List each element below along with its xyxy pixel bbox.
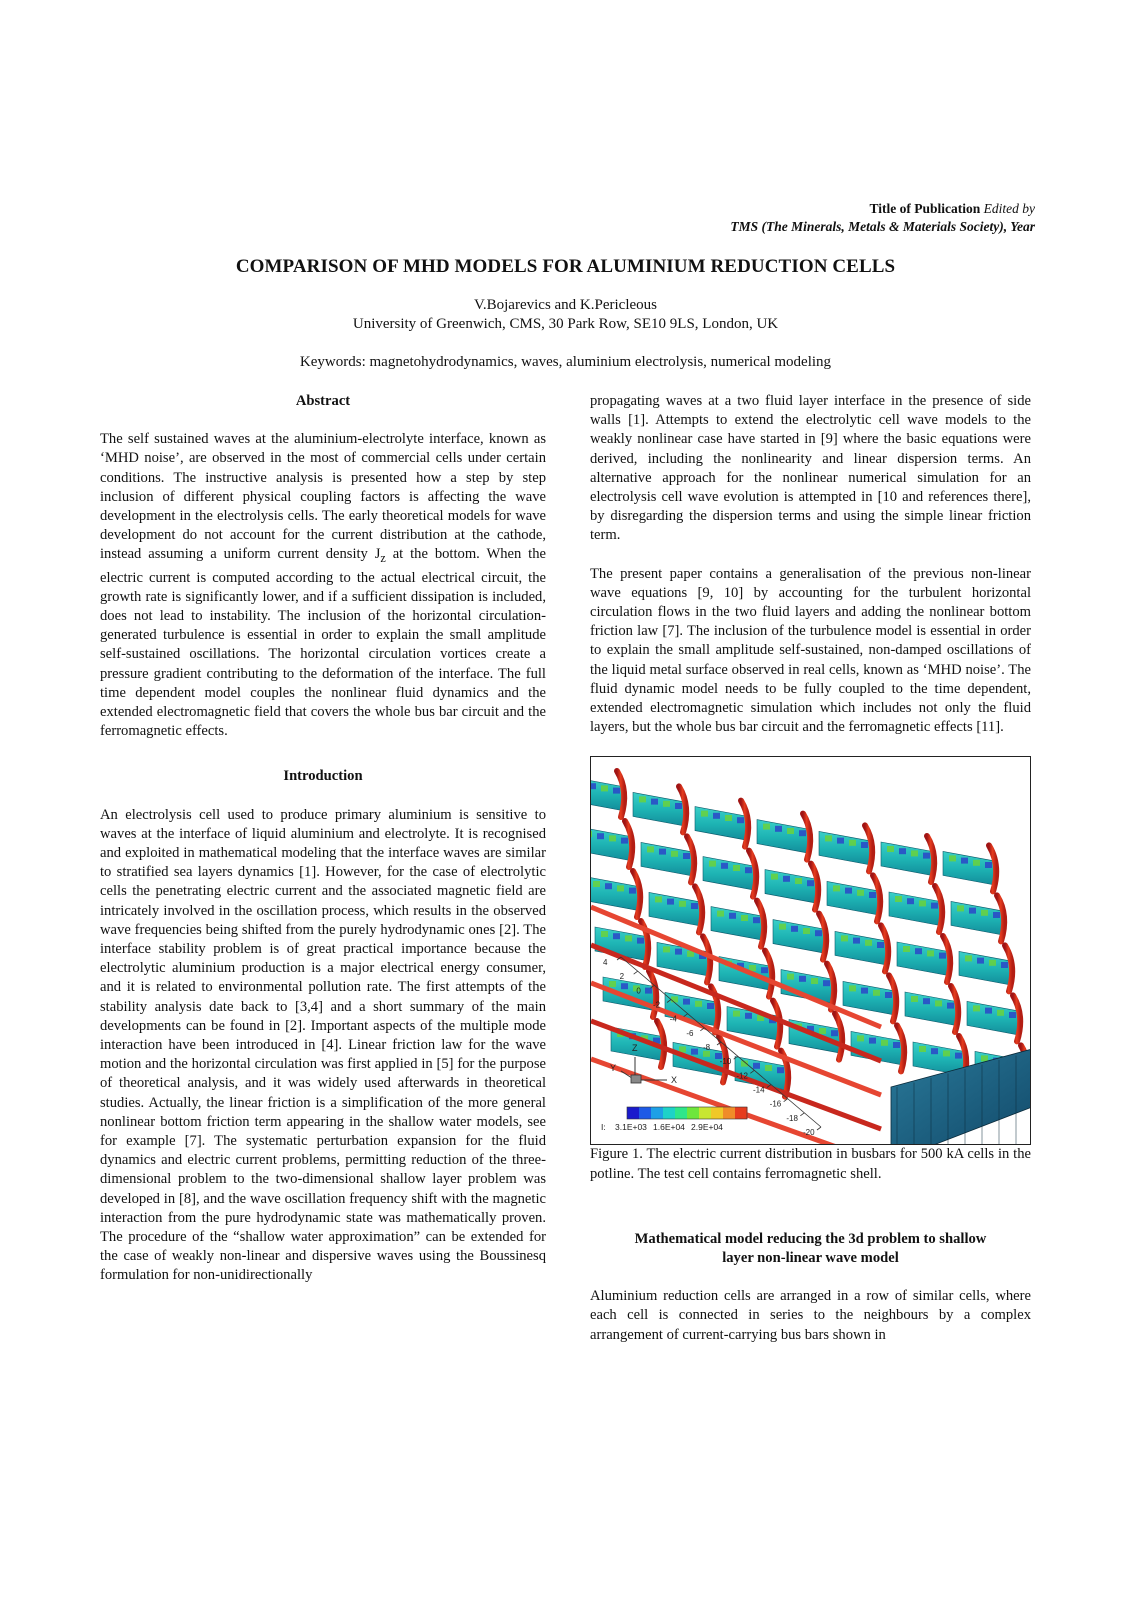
anode-block (775, 826, 782, 832)
anode-block (621, 838, 628, 844)
reduction-cell (603, 971, 657, 1017)
anode-block (857, 890, 864, 896)
anode-block (655, 897, 662, 903)
anode-block (761, 968, 768, 974)
anode-block (765, 1065, 772, 1071)
reduction-cell (757, 814, 811, 860)
anode-block (753, 918, 760, 924)
reduction-cell (889, 886, 943, 932)
anode-block (837, 838, 844, 844)
anode-block (989, 960, 996, 966)
legend-swatch (651, 1107, 664, 1119)
anode-block (877, 942, 884, 948)
anode-block (849, 986, 856, 992)
anode-block (969, 908, 976, 914)
anode-block (787, 974, 794, 980)
reduction-cell (959, 946, 1013, 992)
reduction-cell (695, 801, 749, 847)
reduction-cell (649, 887, 703, 933)
reduction-cell (773, 914, 827, 960)
reduction-cell (641, 837, 695, 883)
reduction-cell (591, 821, 633, 867)
anode-block (831, 1031, 838, 1037)
anode-block (833, 886, 840, 892)
anode-block (799, 831, 806, 837)
anode-block (857, 1036, 864, 1042)
anode-block (717, 911, 724, 917)
anode-block (629, 888, 636, 894)
tick-mark (634, 972, 638, 975)
anode-block (787, 828, 794, 834)
anode-block (973, 860, 980, 866)
introduction-paragraph-2: The present paper contains a generalisation of the previous non-linear wave equations [9, 10] by accounting for the turbulent horizontal circulation flows in the two fluid layers and adding the nonlinear bottom friction law [7]. The inclusion of the turbulence model is essential in order to explain the small amplitude self-sustained, non-damped oscillations of the liquid metal surface observed in real cells, known as ‘MHD noise’. The fluid dynamic model needs to be fully coupled to the time dependent, extended electromagnetic simulation which includes not only the fluid layers, but the whole bus bar circuit and the ferromagnetic effects [11]. (590, 565, 1031, 736)
tick-label: -16 (769, 1100, 782, 1110)
axis-y-label: Y (610, 1063, 617, 1074)
anode-block (593, 881, 600, 887)
anode-block (591, 784, 596, 790)
anode-block (899, 849, 906, 855)
reduction-cell (905, 986, 959, 1032)
anode-block (645, 988, 652, 994)
anode-block (977, 958, 984, 964)
legend-swatch (699, 1107, 712, 1119)
anode-block (621, 984, 628, 990)
tick-label: -20 (803, 1128, 815, 1138)
anode-block (683, 999, 690, 1005)
anode-block (811, 978, 818, 984)
anode-block (659, 849, 666, 855)
paper-authors: V.Bojarevics and K.Pericleous (473, 297, 658, 313)
introduction-heading: Introduction (283, 768, 363, 785)
anode-block (647, 847, 654, 853)
anode-block (763, 824, 770, 830)
anode-block (949, 856, 956, 862)
anode-block (741, 915, 748, 921)
anode-block (861, 988, 868, 994)
anode-block (819, 1028, 826, 1034)
anode-block (675, 803, 682, 809)
anode-block (939, 953, 946, 959)
anode-block (981, 1056, 988, 1062)
anode-block (779, 924, 786, 930)
anode-block (919, 1046, 926, 1052)
anode-block (609, 836, 616, 842)
anode-block (997, 1010, 1004, 1016)
anode-block (957, 906, 964, 912)
axis-z-label: Z (632, 1043, 638, 1054)
anode-block (737, 818, 744, 824)
anode-block (691, 903, 698, 909)
tick-label: 2 (619, 972, 625, 982)
anode-block (865, 940, 872, 946)
anode-block (783, 876, 790, 882)
anode-block (985, 1008, 992, 1014)
anode-block (893, 1042, 900, 1048)
tick-label: 4 (603, 958, 608, 968)
anode-block (671, 851, 678, 857)
anode-block (605, 884, 612, 890)
introduction-continued: propagating waves at a two fluid layer interface in the presence of side walls [1]. Attempts to extend the electrolytic cell wave models to the weakly nonlinear case have started in [9] where the basic equations were derived, including the nonlinearity and linear dispersion terms. An alternative approach for the nonlinear numerical simulation for an electrolysis cell wave evolution is attempted in [10 and references there], by disregarding the dispersion terms and using the simple linear friction term. (590, 393, 1031, 544)
publication-society: TMS (The Minerals, Metals & Materials Society), Year (730, 219, 1035, 234)
anode-block (825, 836, 832, 842)
anode-block (771, 874, 778, 880)
anode-block (617, 886, 624, 892)
anode-block (667, 899, 674, 905)
anode-block (841, 936, 848, 942)
anode-block (923, 999, 930, 1005)
anode-block (927, 951, 934, 957)
anode-block (931, 903, 938, 909)
edited-by: Edited by (983, 201, 1035, 216)
anode-block (947, 1003, 954, 1009)
anode-block (911, 851, 918, 857)
anode-block (1001, 962, 1008, 968)
anode-block (613, 788, 620, 794)
legend-swatch (675, 1107, 688, 1119)
anode-block (707, 1003, 714, 1009)
anode-block (919, 901, 926, 907)
anode-block (679, 901, 686, 907)
anode-block (729, 913, 736, 919)
anode-block (733, 1011, 740, 1017)
tick-label: -2 (653, 1000, 661, 1010)
potline-cells (591, 771, 1031, 1145)
color-legend (627, 1107, 748, 1119)
abstract-subscript: z (380, 551, 386, 566)
introduction-text: An electrolysis cell used to produce primary aluminium is sensitive to waves at the interface of liquid aluminium and electrolyte. It is recognised and exploited in mathematical modeling that the interface waves are similar to stratified sea layers dynamics [1]. However, for the case of electrolytic cells the penetrating electric current and the associated magnetic field are intricately involved in the oscillation process, which results in the observed wave frequencies being shifted from the purely hydrodynamic ones [2]. The interface stability problem is of great practical importance because the electrolytic aluminium production is a major electrical energy consumer, and it is related to environmental pollution rate. The first attempts of the stability analysis date back to [3,4] and a short summary of the main developments can be found in [2]. Important aspects of the multiple mode interaction have been introduced in [4]. Linear friction law for the wave motion and the horizontal circulation was first applied in [5] for the purpose of theoretical analysis, and it was widely used afterwards in theoretical studies. Actually, the linear friction is a simplification of the more general nonlinear bottom friction term appearing in the shallow water models, see for example [7]. The systematic perturbation expansion for the fluid dynamics and electric current problems, permitting reduction of the three-dimensional problem to the two-dimensional shallow layer problem was developed in [8], and the wave oscillation frequency shift with the magnetic interaction from the pure hydrodynamic state was mathematically proven. The procedure of the “shallow water approximation” can be extended for the case of weakly non-linear and dispersive waves using the Boussinesq formulation for non-unidirectionally (100, 806, 546, 1284)
anode-block (907, 899, 914, 905)
anode-block (923, 853, 930, 859)
abstract-text-a: The self sustained waves at the aluminium-electrolyte interface, known as ‘MHD noise’, are observed in the most of commercial cells under certain conditions. The instructive analysis is presented how a step by step inclusion of different physical coupling factors is affecting the wave development in the electrolysis cells. The early theoretical models for wave development do not account for the current distribution at the cathode, instead assuming a uniform current density J (100, 431, 546, 563)
tick-label: -14 (753, 1085, 765, 1095)
reduction-cell (591, 771, 625, 817)
anode-block (799, 976, 806, 982)
paper-title: COMPARISON OF MHD MODELS FOR ALUMINIUM REDUCTION CELLS (235, 256, 896, 277)
legend-swatch (735, 1107, 748, 1119)
reduction-cell (711, 901, 765, 947)
anode-block (943, 1051, 950, 1057)
reduction-cell (967, 996, 1021, 1042)
anode-block (981, 910, 988, 916)
publication-title: Title of Publication (869, 201, 981, 216)
publication-header (335, 200, 1035, 236)
math-heading-line-1: Mathematical model reducing the 3d problem to shallow (634, 1230, 987, 1247)
anode-block (935, 1001, 942, 1007)
anode-block (675, 949, 682, 955)
abstract-text-b: at the bottom. When the electric current is computed according to the actual electrical circuit, the growth rate is significantly lower, and if a sufficient dissipation is included, does not lead to instability. The inclusion of the horizontal circulation-generated turbulence is essential in order to explain the small amplitude self-sustained oscillations. The horizontal circulation vortices create a pressure gradient contributing to the deformation of the interface. The full time dependent model couples the nonlinear fluid dynamics and the extended electromagnetic field that covers the whole bus bar circuit and the ferromagnetic effects. (100, 546, 547, 740)
anode-block (609, 981, 616, 987)
reduction-cell (827, 876, 881, 922)
anode-block (845, 888, 852, 894)
anode-block (651, 799, 658, 805)
anode-block (965, 956, 972, 962)
legend-swatch (627, 1107, 640, 1119)
anode-block (861, 842, 868, 848)
anode-block (895, 896, 902, 902)
legend-prefix: I: (601, 1122, 606, 1133)
anode-block (823, 981, 830, 987)
anode-block (701, 811, 708, 817)
legend-value-max: 2.9E+04 (691, 1122, 723, 1133)
anode-block (753, 1063, 760, 1069)
anode-block (745, 1013, 752, 1019)
anode-block (625, 936, 632, 942)
anode-block (777, 1068, 784, 1074)
anode-block (1009, 1012, 1016, 1018)
reduction-cell (897, 936, 951, 982)
anode-block (709, 861, 716, 867)
anode-block (639, 797, 646, 803)
anode-block (903, 946, 910, 952)
anode-block (601, 786, 608, 792)
anode-block (973, 1006, 980, 1012)
anode-block (637, 938, 644, 944)
anode-block (795, 878, 802, 884)
anode-block (745, 868, 752, 874)
figure-1-caption: Figure 1. The electric current distribution in busbars for 500 kA cells in the potline. The test cell contains ferromagnetic shell. (590, 1146, 1031, 1182)
anode-block (725, 815, 732, 821)
abstract-text (100, 430, 546, 741)
anode-block (663, 947, 670, 953)
anode-block (853, 938, 860, 944)
anode-block (993, 912, 1000, 918)
busbar-visualization (591, 757, 1031, 1145)
anode-block (713, 813, 720, 819)
cell-body (591, 827, 633, 861)
tick-label: -18 (786, 1114, 798, 1124)
anode-block (815, 931, 822, 937)
anode-block (791, 926, 798, 932)
anode-block (807, 881, 814, 887)
left-column (100, 392, 546, 1286)
reduction-cell (633, 787, 687, 833)
anode-block (961, 858, 968, 864)
anode-block (887, 846, 894, 852)
legend-value-mid: 1.6E+04 (653, 1122, 685, 1133)
legend-swatch (663, 1107, 676, 1119)
anode-block (931, 1049, 938, 1055)
reduction-cell (951, 896, 1005, 942)
legend-swatch (687, 1107, 700, 1119)
anode-block (881, 1040, 888, 1046)
math-section-heading (590, 1230, 1031, 1268)
anode-block (803, 928, 810, 934)
anode-block (663, 801, 670, 807)
reduction-cell (819, 826, 873, 872)
math-section-text: Aluminium reduction cells are arranged in a row of similar cells, where each cell is connected in series to the neighbours by a complex arrangement of current-carrying bus bars shown in (590, 1288, 1031, 1343)
axis-x-label: X (671, 1075, 678, 1086)
reduction-cell (943, 846, 997, 892)
tick-label: -6 (686, 1029, 694, 1039)
legend-swatch (711, 1107, 724, 1119)
anode-block (955, 1053, 962, 1059)
paper-affiliation: University of Greenwich, CMS, 30 Park Row, SE10 9LS, London, UK (352, 316, 779, 332)
legend-swatch (723, 1107, 736, 1119)
anode-block (733, 865, 740, 871)
reduction-cell (851, 1026, 905, 1072)
tick-label: -4 (669, 1015, 677, 1025)
reduction-cell (765, 864, 819, 910)
anode-block (601, 931, 608, 937)
figure-1 (590, 756, 1031, 1145)
anode-block (691, 1049, 698, 1055)
tick-mark (800, 1113, 804, 1116)
anode-block (597, 834, 604, 840)
anode-block (985, 862, 992, 868)
math-heading-line-2: layer non-linear wave model (722, 1250, 899, 1267)
legend-value-min: 3.1E+03 (615, 1122, 647, 1133)
tick-label: -12 (736, 1071, 748, 1081)
anode-block (911, 996, 918, 1002)
anode-block (671, 997, 678, 1003)
anode-block (749, 965, 756, 971)
anode-block (683, 853, 690, 859)
paper-keywords: Keywords: magnetohydrodynamics, waves, aluminium electrolysis, numerical modeling (299, 354, 832, 370)
abstract-heading: Abstract (295, 393, 351, 409)
anode-block (885, 992, 892, 998)
right-column (590, 392, 1031, 1345)
anode-block (873, 990, 880, 996)
tick-label: -8 (703, 1043, 711, 1053)
reduction-cell (835, 926, 889, 972)
anode-block (869, 892, 876, 898)
tick-label: 0 (636, 986, 641, 996)
anode-block (695, 1001, 702, 1007)
anode-block (591, 831, 592, 837)
legend-swatch (639, 1107, 652, 1119)
anode-block (849, 840, 856, 846)
tick-mark (817, 1127, 821, 1130)
tick-label: -10 (719, 1057, 732, 1067)
anode-block (721, 863, 728, 869)
anode-block (915, 949, 922, 955)
anode-block (613, 934, 620, 940)
anode-block (869, 1038, 876, 1044)
reduction-cell (881, 836, 935, 882)
reduction-cell (703, 851, 757, 897)
